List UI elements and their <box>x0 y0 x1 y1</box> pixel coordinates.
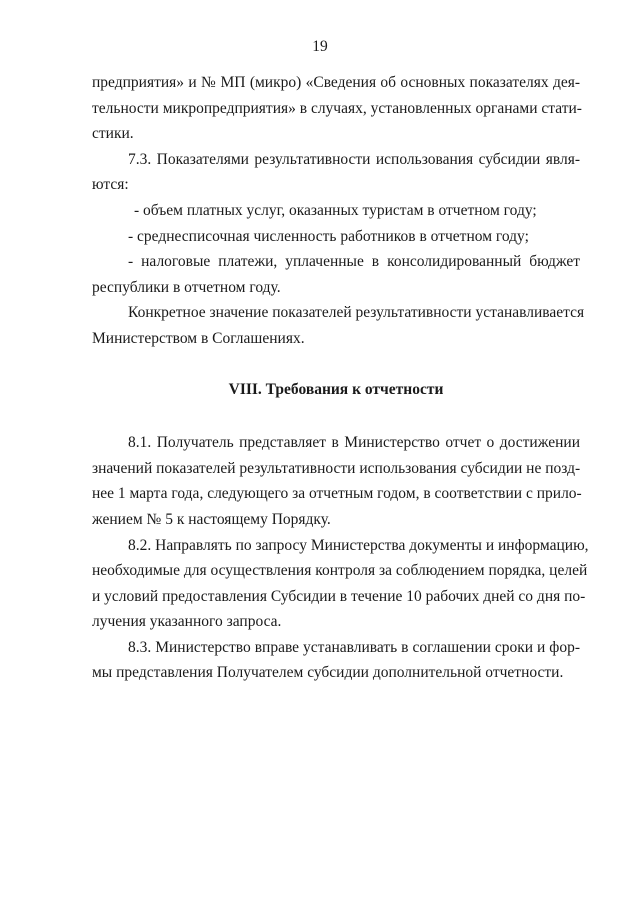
indicator-item: - объем платных услуг, оказанных туристам в отчетном году; <box>134 201 537 219</box>
text-line: предприятия» и № МП (микро) «Сведения об основных показателях дея- <box>92 74 580 91</box>
text-line: Министерством в Соглашениях. <box>92 329 305 347</box>
text-line: и условий предоставления Субсидии в течение 10 рабочих дней со дня по- <box>92 587 586 605</box>
text-line: 8.2. Направлять по запросу Министерства документы и информацию, <box>128 536 589 554</box>
text-line: лучения указанного запроса. <box>92 613 282 631</box>
text-line: мы представления Получателем субсидии дополнительной отчетности. <box>92 664 564 682</box>
text-line: 8.3. Министерство вправе устанавливать в соглашении сроки и фор- <box>128 638 580 656</box>
intro-paragraph <box>92 70 580 147</box>
page-number: 19 <box>312 38 328 55</box>
text-line: нее 1 марта года, следующего за отчетным годом, в соответствии с прило- <box>92 485 582 503</box>
clause-8-2 <box>92 533 589 635</box>
section-heading: VIII. Требования к отчетности <box>228 380 444 398</box>
indicators-list <box>92 198 580 300</box>
text-line: жением № 5 к настоящему Порядку. <box>92 510 331 528</box>
text-line: ются: <box>92 176 129 194</box>
text-line: республики в отчетном году. <box>92 278 281 296</box>
text-line: 7.3. Показателями результативности использования субсидии явля- <box>128 150 580 168</box>
specific-value-paragraph <box>92 300 585 351</box>
text-line: 8.1. Получатель представляет в Министерство отчет о достижении <box>128 434 580 452</box>
text-line: тельности микропредприятия» в случаях, установленных органами стати- <box>92 99 582 117</box>
text-line: необходимые для осуществления контроля за соблюдением порядка, целей <box>92 562 588 580</box>
clause-7-3 <box>92 147 580 198</box>
indicator-item: - налоговые платежи, уплаченные в консолидированный бюджет <box>128 253 580 271</box>
text-line: Конкретное значение показателей результативности устанавливается <box>128 304 585 322</box>
clause-8-1 <box>92 430 580 532</box>
document-body <box>92 70 589 686</box>
text-line: стики. <box>92 125 134 143</box>
text-line: значений показателей результативности использования субсидии не позд- <box>92 459 581 477</box>
indicator-item: - среднесписочная численность работников в отчетном году; <box>128 227 529 245</box>
clause-8-3 <box>92 635 580 686</box>
